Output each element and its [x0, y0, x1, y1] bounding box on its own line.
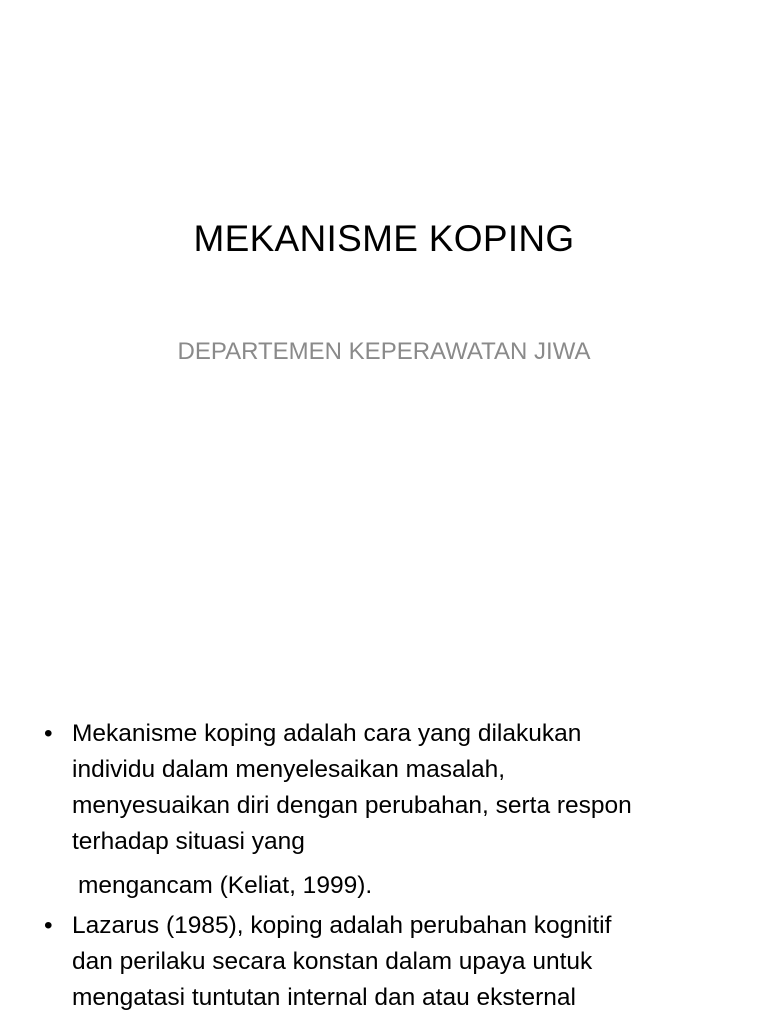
bullet-item-lazarus [44, 908, 744, 1016]
bullet-line: Lazarus (1985), koping adalah perubahan kognitif [72, 912, 612, 939]
bullet-list [44, 716, 744, 1016]
bullet-line: terhadap situasi yang [72, 828, 305, 855]
bullet-dot-icon: • [44, 912, 53, 939]
slide-subtitle: DEPARTEMEN KEPERAWATAN JIWA [177, 338, 591, 365]
content-slide [0, 700, 768, 1024]
bullet-line: mengatasi tuntutan internal dan atau eksternal [72, 984, 576, 1011]
bullet-line: dan perilaku secara konstan dalam upaya untuk [72, 948, 593, 975]
bullet-dot-icon: • [44, 720, 53, 747]
bullet-item-definition [44, 716, 744, 860]
bullet-line: individu dalam menyelesaikan masalah, [72, 756, 506, 783]
slide-title: MEKANISME KOPING [193, 218, 575, 259]
bullet-line: menyesuaikan diri dengan perubahan, serta respon [72, 792, 632, 819]
bullet-continuation-line: mengancam (Keliat, 1999). [78, 872, 373, 899]
bullet-line: Mekanisme koping adalah cara yang dilakukan [72, 720, 582, 747]
